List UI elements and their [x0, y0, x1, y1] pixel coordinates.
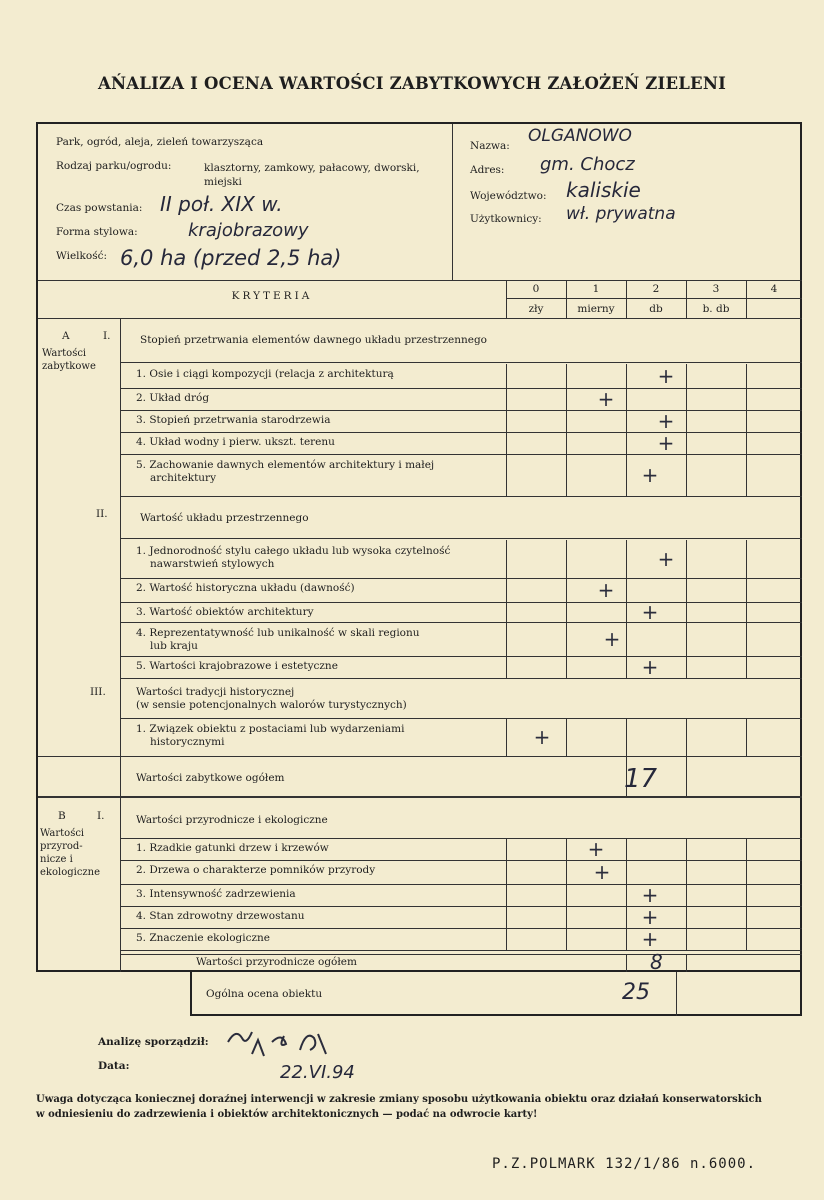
section-a-total-value: 17 [624, 764, 658, 794]
scale-1-word: mierny [577, 303, 615, 315]
row-line [120, 432, 802, 433]
criterion-text: 5. Znaczenie ekologiczne [136, 932, 271, 944]
grid-line [626, 718, 627, 756]
grid-line [746, 602, 747, 622]
grid-line [566, 540, 567, 578]
signature [222, 1020, 352, 1064]
overall-label: Ogólna ocena obiektu [206, 988, 323, 1000]
grid-line [566, 410, 567, 432]
grid-line [686, 578, 687, 602]
section-a-roman-2: II. [96, 508, 108, 520]
criterion-1 [136, 368, 394, 381]
grid-line [686, 906, 687, 928]
grid-line [506, 838, 507, 860]
grid-line [626, 928, 627, 950]
grid-line [686, 622, 687, 656]
address-label: Adres: [470, 164, 505, 176]
size-value: 6,0 ha (przed 2,5 ha) [120, 246, 342, 270]
grid-line [626, 410, 627, 432]
criterion-text: 5. Zachowanie dawnych elementów architektury i małej [136, 459, 435, 471]
header-bottom-line [38, 280, 802, 281]
criterion-text: 2. Drzewa o charakterze pomników przyrody [136, 864, 376, 876]
section-b-total-value: 8 [650, 950, 663, 974]
grid-line [626, 432, 627, 454]
score-mark: + [641, 655, 659, 679]
grid-line [566, 884, 567, 906]
grid-line [746, 578, 747, 602]
footer-line-2: w odniesieniu do zadrzewienia i obiektów architektonicznych — podać na odwrocie karty! [36, 1109, 538, 1120]
grid-line [746, 432, 747, 454]
grid-line [626, 884, 627, 906]
grid-line [566, 602, 567, 622]
grid-line [506, 656, 507, 678]
row-line [120, 388, 802, 389]
criterion-7 [136, 582, 355, 595]
criterion-text: 3. Intensywność zadrzewienia [136, 888, 296, 900]
row-line [120, 860, 802, 861]
row-line [120, 602, 802, 603]
row-line [120, 928, 802, 929]
criterion-15 [136, 910, 304, 923]
grid-line [626, 622, 627, 656]
grid-line [686, 928, 687, 950]
grid-line [506, 928, 507, 950]
scale-4-number: 4 [770, 283, 778, 295]
criterion-8 [136, 606, 314, 619]
grid-line [686, 540, 687, 578]
grid-line [746, 656, 747, 678]
grid-line [746, 860, 747, 884]
grid-line [746, 838, 747, 860]
section-divider [38, 796, 802, 798]
object-type-line: Park, ogród, aleja, zieleń towarzysząca [56, 136, 264, 148]
section-b-side-1: Wartości [40, 828, 85, 839]
row-line [120, 578, 802, 579]
grid-line [686, 656, 687, 678]
group-line [120, 718, 802, 719]
footer-line-1: Uwaga dotycząca koniecznej doraźnej interwencji w zakresie zmiany sposobu użytkowania obiektu oraz działań konserwatorskich [36, 1094, 762, 1105]
scale-2-word: db [649, 303, 663, 315]
garden-kind-options: klasztorny, zamkowy, pałacowy, dworski, [204, 162, 420, 174]
grid-line [686, 454, 687, 496]
score-mark: + [641, 927, 659, 951]
group-3-title-2: (w sensie potencjonalnych walorów turystycznych) [136, 699, 407, 711]
criterion-text-cont: architektury [150, 472, 217, 484]
grid-line [566, 928, 567, 950]
score-mark: + [597, 387, 615, 411]
date-label: Data: [98, 1060, 130, 1072]
grid-line [506, 884, 507, 906]
size-label: Wielkość: [56, 250, 108, 262]
section-b-total-label: Wartości przyrodnicze ogółem [196, 956, 357, 968]
row-line [120, 656, 802, 657]
grid-line [746, 884, 747, 906]
garden-kind-options-2: miejski [204, 176, 242, 188]
users-value: wł. prywatna [566, 204, 676, 224]
criterion-text: 3. Wartość obiektów architektury [136, 606, 314, 618]
score-mark: + [603, 627, 621, 651]
grid-line [506, 906, 507, 928]
grid-line [566, 838, 567, 860]
criterion-13 [136, 864, 375, 877]
score-mark: + [657, 364, 675, 388]
section-b-letter: B [58, 810, 66, 822]
criterion-text-cont: nawarstwień stylowych [150, 558, 275, 570]
row-line [120, 496, 802, 497]
grid-line [566, 454, 567, 496]
criterion-10 [136, 660, 338, 673]
scale-0-number: 0 [532, 283, 540, 295]
score-mark: + [533, 725, 551, 749]
criterion-text: 1. Rzadkie gatunki drzew i krzewów [136, 842, 329, 854]
criterion-text: 1. Osie i ciągi kompozycji (relacja z architekturą [136, 368, 394, 380]
style-label: Forma stylowa: [56, 226, 138, 238]
score-mark: + [641, 883, 659, 907]
section-a-roman-3: III. [90, 686, 106, 698]
criterion-12 [136, 842, 329, 855]
grid-line [686, 954, 687, 972]
grid-line [746, 906, 747, 928]
criterion-text: 1. Związek obiektu z postaciami lub wydarzeniami [136, 723, 405, 735]
section-a-side-line [38, 756, 120, 757]
criterion-text-cont: historycznymi [150, 736, 225, 748]
grid-line [686, 388, 687, 410]
grid-line [746, 622, 747, 656]
score-mark: + [593, 860, 611, 884]
name-label: Nazwa: [470, 140, 510, 152]
grid-line [566, 906, 567, 928]
group-1-title: Stopień przetrwania elementów dawnego układu przestrzennego [140, 334, 487, 346]
grid-line [506, 622, 507, 656]
address-value: gm. Chocz [540, 154, 635, 175]
grid-line [566, 860, 567, 884]
row-line [120, 950, 802, 951]
grid-line [506, 388, 507, 410]
overall-value: 25 [622, 980, 650, 1005]
left-column-divider [120, 318, 121, 972]
form-title: AŃALIZA I OCENA WARTOŚCI ZABYTKOWYCH ZAŁOŻEŃ ZIELENI [97, 74, 727, 93]
grid-line [626, 578, 627, 602]
grid-line [506, 410, 507, 432]
grid-line [566, 388, 567, 410]
section-a-side-label-2: zabytkowe [42, 361, 96, 372]
grid-line [746, 454, 747, 496]
header-divider [452, 124, 453, 280]
row-line [120, 622, 802, 623]
score-mark: + [657, 431, 675, 455]
criterion-2 [136, 392, 209, 405]
grid-line [746, 928, 747, 950]
garden-kind-label: Rodzaj parku/ogrodu: [56, 160, 172, 172]
grid-line [506, 364, 507, 388]
grid-line [746, 410, 747, 432]
section-a-side-label: Wartości [42, 348, 87, 359]
grid-line [746, 540, 747, 578]
section-b-roman-1: I. [97, 810, 105, 822]
criterion-16 [136, 932, 270, 945]
group-line [120, 538, 802, 539]
criterion-6 [136, 545, 450, 571]
footer-note [36, 1092, 816, 1122]
criterion-text: 2. Układ dróg [136, 392, 210, 404]
scale-3-word: b. db [702, 303, 730, 315]
grid-line [626, 656, 627, 678]
row-line [120, 884, 802, 885]
score-mark: + [587, 837, 605, 861]
grid-line [626, 602, 627, 622]
grid-line [566, 622, 567, 656]
group-line [120, 838, 802, 839]
row-line [120, 756, 802, 757]
criterion-14 [136, 888, 296, 901]
group-2-title: Wartość układu przestrzennego [140, 512, 309, 524]
criterion-text: 3. Stopień przetrwania starodrzewia [136, 414, 331, 426]
grid-line [686, 756, 687, 796]
criterion-9 [136, 627, 420, 653]
grid-line [626, 280, 627, 318]
row-line [120, 454, 802, 455]
grid-line [686, 884, 687, 906]
score-mark: + [597, 578, 615, 602]
score-mark: + [641, 600, 659, 624]
scale-bottom-line [38, 318, 802, 319]
scale-2-number: 2 [652, 283, 660, 295]
section-a-total-label: Wartości zabytkowe ogółem [136, 772, 285, 784]
group-line [120, 362, 802, 363]
print-code: P.Z.POLMARK 132/1/86 n.6000. [492, 1156, 757, 1172]
grid-line [626, 364, 627, 388]
grid-line [746, 718, 747, 756]
criteria-heading: KRYTERIA [231, 290, 313, 302]
section-a-roman-1: I. [103, 330, 111, 342]
scale-mid-line [506, 298, 802, 299]
grid-line [506, 602, 507, 622]
created-value: II poł. XIX w. [160, 192, 283, 216]
grid-line [506, 540, 507, 578]
grid-line [746, 280, 747, 318]
criterion-text: 2. Wartość historyczna układu (dawność) [136, 582, 355, 594]
grid-line [626, 954, 627, 972]
criterion-text: 4. Reprezentatywność lub unikalność w skali regionu [136, 627, 420, 639]
grid-line [686, 860, 687, 884]
grid-line [686, 838, 687, 860]
section-b-group-title: Wartości przyrodnicze i ekologiczne [136, 814, 328, 826]
group-3-title: Wartości tradycji historycznej [136, 686, 295, 698]
row-line [120, 906, 802, 907]
grid-line [506, 718, 507, 756]
grid-line [686, 602, 687, 622]
grid-line [626, 860, 627, 884]
criterion-text: 5. Wartości krajobrazowe i estetyczne [136, 660, 338, 672]
grid-line [566, 578, 567, 602]
grid-line [566, 280, 567, 318]
grid-line [686, 432, 687, 454]
section-b-side-4: ekologiczne [40, 867, 101, 878]
row-line [120, 678, 802, 679]
criterion-text: 4. Stan zdrowotny drzewostanu [136, 910, 305, 922]
grid-line [746, 364, 747, 388]
section-b-side-2: przyrod- [40, 841, 83, 852]
grid-line [686, 364, 687, 388]
grid-line [686, 410, 687, 432]
scale-0-word: zły [528, 303, 544, 315]
score-mark: + [657, 409, 675, 433]
grid-line [626, 454, 627, 496]
grid-line [506, 432, 507, 454]
voivodeship-value: kaliskie [566, 178, 641, 202]
users-label: Użytkownicy: [470, 213, 542, 225]
grid-line [506, 280, 507, 318]
scale-1-number: 1 [592, 283, 600, 295]
score-mark: + [641, 905, 659, 929]
prepared-by-label: Analizę sporządził: [98, 1036, 209, 1048]
row-line [120, 410, 802, 411]
grid-line [686, 718, 687, 756]
grid-line [746, 388, 747, 410]
created-label: Czas powstania: [56, 202, 143, 214]
style-value: krajobrazowy [188, 220, 309, 241]
grid-line [506, 454, 507, 496]
grid-line [506, 578, 507, 602]
voivodeship-label: Województwo: [470, 190, 547, 202]
criterion-text: 4. Układ wodny i pierw. ukszt. terenu [136, 436, 335, 448]
grid-line [626, 838, 627, 860]
grid-line [566, 656, 567, 678]
grid-line [566, 364, 567, 388]
grid-line [506, 860, 507, 884]
grid-line [686, 280, 687, 318]
grid-line [566, 432, 567, 454]
score-mark: + [641, 463, 659, 487]
section-a-letter: A [62, 330, 70, 342]
criterion-4 [136, 436, 335, 449]
criterion-5 [136, 459, 434, 485]
criterion-text: 1. Jednorodność stylu całego układu lub wysoka czytelność [136, 545, 451, 557]
criterion-11 [136, 723, 404, 749]
criterion-text-cont: lub kraju [150, 640, 198, 652]
name-value: OLGANOWO [528, 126, 632, 146]
date-value: 22.VI.94 [280, 1062, 355, 1083]
grid-line [626, 540, 627, 578]
scale-3-number: 3 [712, 283, 720, 295]
group-line [120, 954, 802, 955]
score-mark: + [657, 547, 675, 571]
grid-line [626, 906, 627, 928]
criterion-3 [136, 414, 330, 427]
section-b-side-3: nicze i [40, 854, 73, 865]
grid-line [626, 388, 627, 410]
overall-divider [676, 972, 677, 1016]
grid-line [566, 718, 567, 756]
